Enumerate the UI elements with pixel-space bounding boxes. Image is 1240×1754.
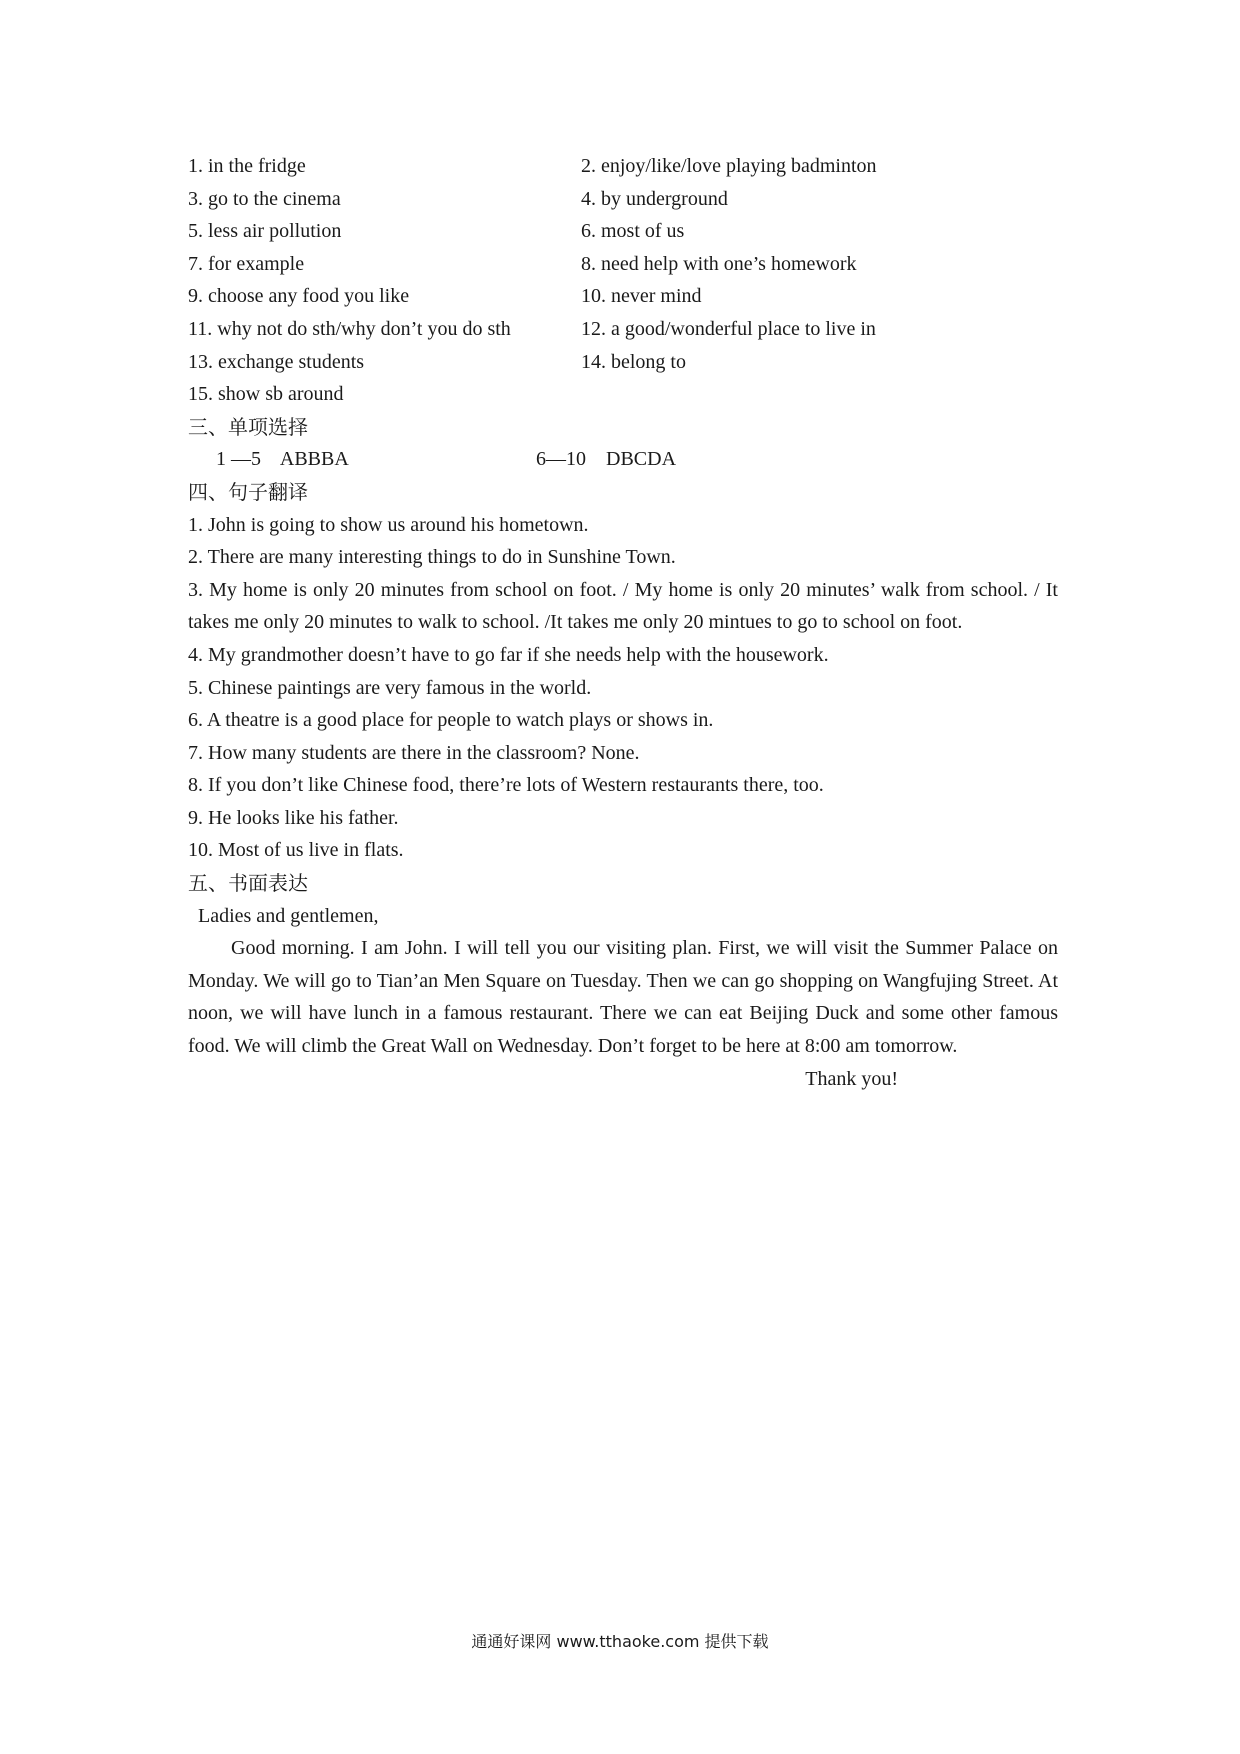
essay-body: Good morning. I am John. I will tell you our visiting plan. First, we will visit the Summer Palace on Monday. We will go to Tian’an Men Square on Tuesday. Then we can go shopping on Wangfujing Street. At noon, we will have lunch in a famous restaurant. There we can eat Beijing Duck and some other famous food. We will climb the Great Wall on Wednesday. Don’t forget to be here at 8:00 am tomorrow. xyxy=(188,937,1058,1058)
essay-salutation: Ladies and gentlemen, xyxy=(198,904,379,927)
phrase-item: 9. choose any food you like xyxy=(188,285,410,308)
translation-item: 9. He looks like his father. xyxy=(188,806,399,829)
translation-item: 7. How many students are there in the classroom? None. xyxy=(188,741,640,764)
phrase-item: 1. in the fridge xyxy=(188,155,306,177)
section-5-title: 五、书面表达 xyxy=(188,871,308,896)
phrase-item: 2. enjoy/like/love playing badminton xyxy=(581,155,877,177)
phrase-answers xyxy=(188,150,1058,411)
translation-item: 8. If you don’t like Chinese food, there’re lots of Western restaurants there, too. xyxy=(188,774,824,797)
translation-item: 5. Chinese paintings are very famous in the world. xyxy=(188,676,592,699)
phrase-item: 3. go to the cinema xyxy=(188,187,341,210)
essay-signoff: Thank you! xyxy=(805,1067,898,1090)
translation-item: 10. Most of us live in flats. xyxy=(188,839,404,862)
mc-answers-6-10: 6—10 DBCDA xyxy=(536,448,677,471)
phrase-item: 6. most of us xyxy=(581,220,685,243)
phrase-item: 15. show sb around xyxy=(188,383,344,406)
phrase-item: 11. why not do sth/why don’t you do sth xyxy=(188,317,511,340)
phrase-item: 5. less air pollution xyxy=(188,220,342,243)
answer-key-page xyxy=(188,150,1058,1095)
phrase-item: 12. a good/wonderful place to live in xyxy=(581,317,876,340)
phrase-item: 10. never mind xyxy=(581,285,702,308)
phrase-item: 7. for example xyxy=(188,252,305,275)
translation-item: 2. There are many interesting things to do in Sunshine Town. xyxy=(188,546,676,569)
translation-item: 6. A theatre is a good place for people to watch plays or shows in. xyxy=(188,709,714,732)
phrase-item: 4. by underground xyxy=(581,187,728,210)
multiple-choice-answers xyxy=(188,443,1058,476)
phrase-item: 8. need help with one’s homework xyxy=(581,252,857,275)
page-footer: 通通好课网 www.tthaoke.com 提供下载 xyxy=(471,1632,769,1651)
phrase-item: 14. belong to xyxy=(581,350,686,373)
translation-item: 3. My home is only 20 minutes from school on foot. / My home is only 20 minutes’ walk from school. / It takes me only 20 minutes to walk to school. /It takes me only 20 mintues to go to school on foot. xyxy=(188,578,1058,634)
section-3-title: 三、单项选择 xyxy=(188,414,308,439)
section-4-title: 四、句子翻译 xyxy=(188,479,308,504)
translation-item: 1. John is going to show us around his hometown. xyxy=(188,513,589,536)
translation-answers xyxy=(188,509,1058,868)
phrase-item: 13. exchange students xyxy=(188,350,365,373)
mc-answers-1-5: 1 —5 ABBBA xyxy=(216,448,349,471)
translation-item: 4. My grandmother doesn’t have to go far if she needs help with the housework. xyxy=(188,643,829,666)
